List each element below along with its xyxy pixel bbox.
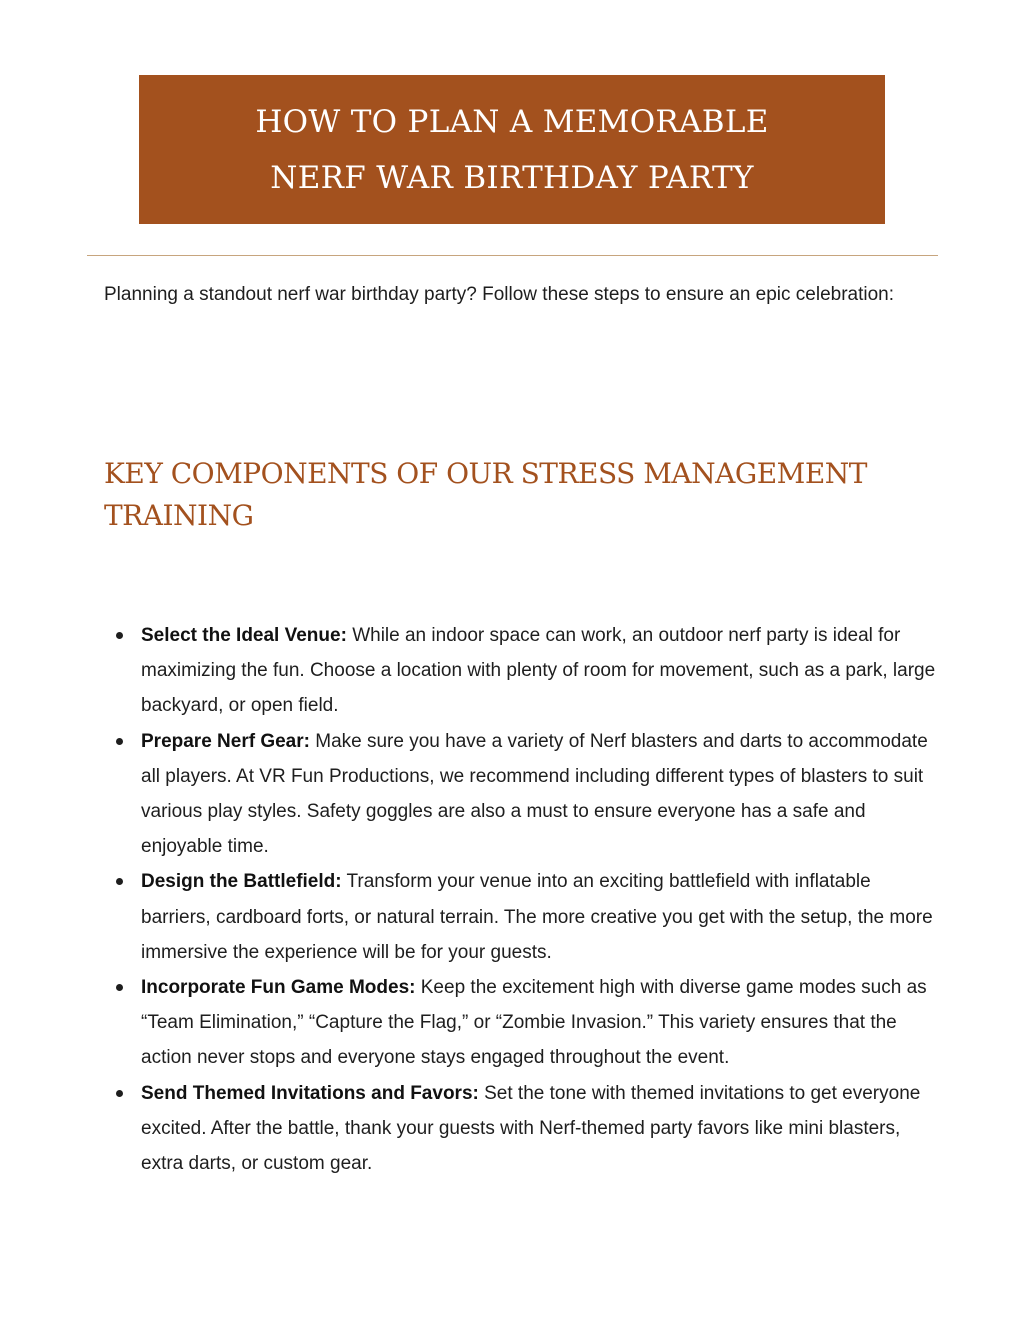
title-banner [139,75,885,224]
list-item-text: Transform your venue into an exciting battlefield with inflatable barriers, cardboard forts, or natural terrain. The more creative you get with the setup, the more immersive the experience will be for your guests. [141,871,933,963]
bullet-icon [116,632,123,639]
page-title-line-2: NERF WAR BIRTHDAY PARTY [270,159,754,196]
steps-list [104,618,944,1181]
bullet-icon [116,1090,123,1097]
list-item [104,970,944,1076]
list-item [104,618,944,724]
list-item-term: Incorporate Fun Game Modes: [141,977,416,999]
list-item [104,724,944,865]
list-item-term: Send Themed Invitations and Favors: [141,1082,479,1104]
bullet-icon [116,984,123,991]
list-item [104,864,944,970]
divider [87,255,938,256]
intro-paragraph: Planning a standout nerf war birthday party? Follow these steps to ensure an epic celebration: [104,284,895,305]
list-item-term: Prepare Nerf Gear: [141,730,310,752]
list-item-text: Keep the excitement high with diverse game modes such as “Team Elimination,” “Capture the Flag,” or “Zombie Invasion.” This variety ensures that the action never stops and everyone stays engaged throughout the event. [141,977,927,1069]
list-item-text: Make sure you have a variety of Nerf blasters and darts to accommodate all players. At VR Fun Productions, we recommend including different types of blasters to suit various play styles. Safety goggles are also a must to ensure everyone has a safe and enjoyable time. [141,730,928,858]
list-item [104,1076,944,1182]
list-item-text: While an indoor space can work, an outdoor nerf party is ideal for maximizing the fun. Choose a location with plenty of room for movement, such as a park, large backyard, or open field. [141,625,936,717]
list-item-term: Select the Ideal Venue: [141,625,347,646]
bullet-icon [116,878,123,885]
section-heading: KEY COMPONENTS OF OUR STRESS MANAGEMENT TRAINING [104,457,867,532]
list-item-text: Set the tone with themed invitations to get everyone excited. After the battle, thank your guests with Nerf-themed party favors like mini blasters, extra darts, or custom gear. [141,1082,921,1175]
bullet-icon [116,738,123,745]
page-title-line-1: HOW TO PLAN A MEMORABLE [255,103,769,140]
list-item-term: Design the Battlefield: [141,871,342,893]
